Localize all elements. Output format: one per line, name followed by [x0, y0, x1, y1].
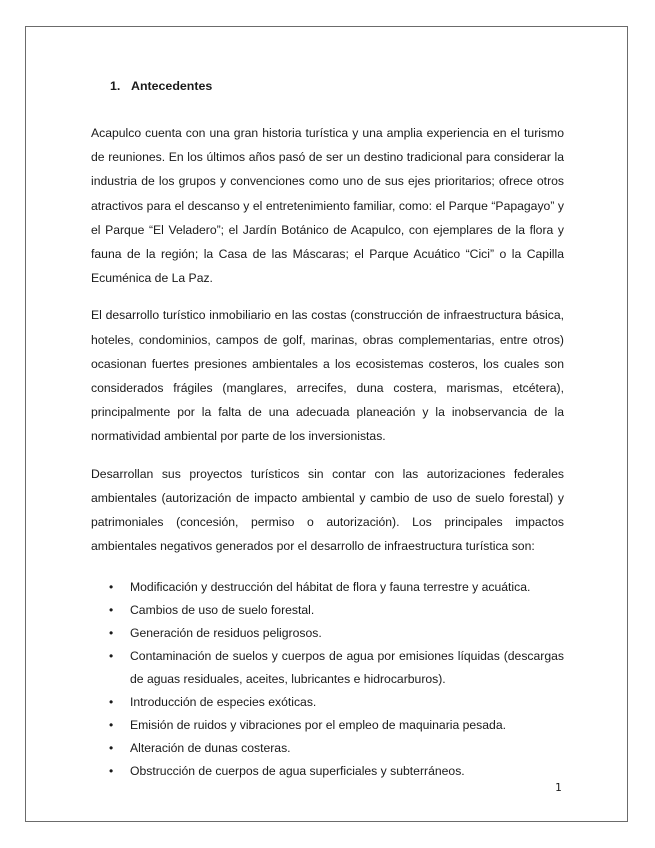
bullet-icon: •: [109, 626, 114, 641]
bullet-icon: •: [109, 603, 114, 618]
bullet-icon: •: [109, 741, 114, 756]
section-number: 1.: [110, 79, 121, 93]
list-item: [91, 737, 564, 760]
list-item-text: Emisión de ruidos y vibraciones por el empleo de maquinaria pesada.: [130, 718, 506, 733]
bullet-icon: •: [109, 695, 114, 710]
list-item-text: Alteración de dunas costeras.: [130, 741, 291, 756]
bullet-icon: •: [109, 764, 114, 779]
list-item-text: Introducción de especies exóticas.: [130, 695, 317, 710]
bullet-icon: •: [109, 718, 114, 733]
section-heading: [91, 77, 564, 95]
paragraph-history: Acapulco cuenta con una gran historia turística y una amplia experiencia en el turismo de reuniones. En los últimos años pasó de ser un destino tradicional para considerar la industria de los grupos y convenciones como uno de sus ejes prioritarios; ofrece otros atractivos para el descanso y el entretenimiento familiar, como: el Parque “Papagayo” y el Parque “El Veladero”; el Jardín Botánico de Acapulco, con ejemplares de la flora y fauna de la región; la Casa de las Máscaras; el Parque Acuático “Cici” o la Capilla Ecuménica de La Paz.: [91, 126, 564, 286]
list-item: [91, 622, 564, 645]
list-item: [91, 691, 564, 714]
page-content: [91, 77, 564, 783]
paragraph-development: El desarrollo turístico inmobiliario en las costas (construcción de infraestructura básica, hoteles, condominios, campos de golf, marinas, obras complementarias, entre otros) ocasionan fuertes presiones ambientales a los ecosistemas costeros, los cuales son considerados frágiles (manglares, arrecifes, duna costera, marismas, etcétera), principalmente por la falta de una adecuada planeación y la inobservancia de la normatividad ambiental por parte de los inversionistas.: [91, 308, 564, 444]
list-item-text: Obstrucción de cuerpos de agua superficiales y subterráneos.: [130, 764, 465, 779]
section-title: Antecedentes: [131, 79, 213, 93]
bullet-icon: •: [109, 649, 114, 664]
paragraph-projects: Desarrollan sus proyectos turísticos sin contar con las autorizaciones federales ambientales (autorización de impacto ambiental y cambio de uso de suelo forestal) y patrimoniales (concesión, permiso o autorización). Los principales impactos ambientales negativos generados por el desarrollo de infraestructura turística son:: [91, 466, 564, 554]
list-item-text: Modificación y destrucción del hábitat de flora y fauna terrestre y acuática.: [130, 580, 531, 595]
impacts-list: [91, 576, 564, 783]
bullet-icon: •: [109, 580, 114, 595]
page-number: 1: [555, 781, 562, 794]
list-item-text: Generación de residuos peligrosos.: [130, 626, 322, 641]
list-item: [91, 599, 564, 622]
list-item: [91, 576, 564, 599]
document-page: [25, 26, 628, 822]
list-item: [91, 760, 564, 783]
list-item-text: Contaminación de suelos y cuerpos de agua por emisiones líquidas (descargas de aguas residuales, aceites, lubricantes e hidrocarburos).: [130, 649, 564, 687]
list-item: [91, 645, 564, 691]
list-item: [91, 714, 564, 737]
list-item-text: Cambios de uso de suelo forestal.: [130, 603, 315, 618]
